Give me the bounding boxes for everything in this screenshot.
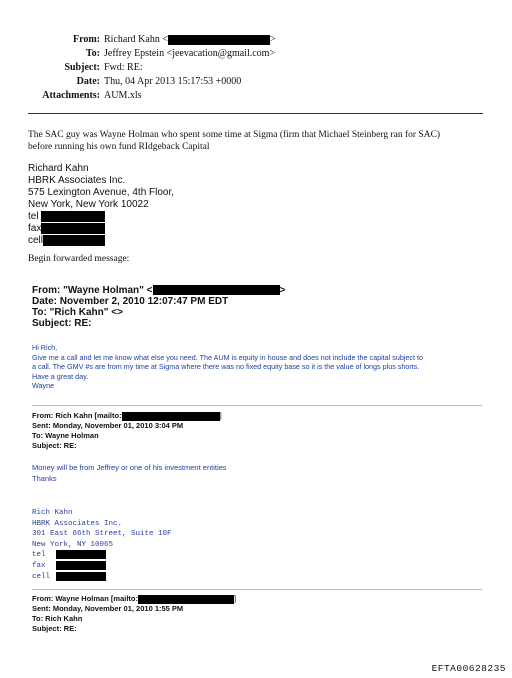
body-line: Money will be from Jeffrey or one of his investment entities	[32, 463, 227, 472]
header-divider	[28, 113, 483, 114]
to-label: To:	[85, 48, 100, 59]
body-line: Have a great day.	[32, 371, 89, 381]
sig-address: 575 Lexington Avenue, 4th Floor,	[28, 187, 175, 198]
redaction-box	[168, 35, 270, 45]
redaction-box	[41, 211, 105, 222]
redaction-box	[41, 223, 105, 234]
fwd-subject: Subject: RE:	[32, 318, 92, 329]
redaction-box	[122, 412, 220, 421]
to-value: Jeffrey Epstein <jeevacation@gmail.com>	[104, 48, 276, 59]
sig-address: New York, New York 10022	[28, 199, 149, 210]
from-value: Richard Kahn < >	[104, 34, 276, 45]
msg-subject: Subject: RE:	[32, 624, 77, 633]
fwd-header-1	[32, 285, 285, 329]
message-divider	[32, 589, 482, 590]
msg-sent: Sent: Monday, November 01, 2010 3:04 PM	[32, 421, 184, 430]
sig-company: HBRK Associates Inc.	[32, 519, 123, 528]
attachments-label: Attachments:	[42, 90, 100, 101]
forward-note: Begin forwarded message:	[28, 254, 130, 264]
msg-subject: Subject: RE:	[32, 441, 77, 450]
fwd-from: From: "Wayne Holman" < >	[32, 285, 286, 296]
redaction-box	[56, 572, 106, 581]
body-line: Thanks	[32, 474, 57, 483]
sig-fax: fax	[28, 223, 174, 235]
sig-cell: cell	[32, 572, 172, 583]
fwd-header-3	[32, 594, 236, 634]
redaction-box	[56, 550, 106, 559]
sig-name: Rich Kahn	[32, 509, 73, 517]
fwd-date: Date: November 2, 2010 12:07:47 PM EDT	[32, 296, 229, 307]
msg-to: To: Wayne Holman	[32, 431, 99, 440]
subject-label: Subject:	[64, 62, 100, 73]
sig-address: 301 East 66th Street, Suite 10F	[32, 530, 172, 538]
fwd-body-2	[32, 462, 227, 484]
fwd-header-2	[32, 411, 222, 451]
msg-from: From: Wayne Holman [mailto: ]	[32, 594, 237, 603]
fwd-body-1	[32, 343, 423, 391]
fwd-to: To: "Rich Kahn" <>	[32, 307, 123, 318]
date-value: Thu, 04 Apr 2013 15:17:53 +0000	[104, 76, 242, 87]
body-line: The SAC guy was Wayne Holman who spent some time at Sigma (firm that Michael Steinberg ran for SAC)	[28, 130, 441, 140]
body-line: Wayne	[32, 381, 55, 390]
sig-address: New York, NY 10065	[32, 540, 114, 549]
sig-company: HBRK Associates Inc.	[28, 175, 126, 186]
sig-tel: tel	[28, 211, 174, 223]
msg-from: From: Rich Kahn [mailto: ]	[32, 411, 222, 420]
message-body	[28, 129, 440, 153]
redaction-box	[56, 561, 106, 570]
msg-to: To: Rich Kahn	[32, 614, 83, 623]
sig-name: Richard Kahn	[28, 163, 89, 174]
redaction-box	[153, 285, 280, 295]
sig-cell: cell	[28, 235, 174, 247]
message-divider	[32, 405, 482, 406]
date-label: Date:	[76, 76, 100, 87]
signature-block-2	[32, 508, 172, 583]
sig-tel: tel	[32, 550, 172, 561]
body-line: Give me a call and let me know what else you need. The AUM is equity in house and does not include the capital subject to	[32, 352, 424, 362]
subject-value: Fwd: RE:	[104, 62, 143, 73]
document-id: EFTA00628235	[431, 663, 506, 674]
attachments-value[interactable]: AUM.xls	[104, 90, 142, 101]
msg-sent: Sent: Monday, November 01, 2010 1:55 PM	[32, 604, 184, 613]
signature-block	[28, 163, 174, 247]
redaction-box	[43, 235, 105, 246]
redaction-box	[138, 595, 234, 604]
sig-fax: fax	[32, 561, 172, 572]
from-label: From:	[72, 34, 100, 45]
body-line: a call. The GMV #s are from my time at Sigma where there was no fixed equity base so it is the value of longs plus shorts.	[32, 362, 420, 371]
body-line: before running his own fund RIdgeback Capital	[28, 142, 210, 152]
body-line: Hi Rich,	[32, 343, 58, 352]
